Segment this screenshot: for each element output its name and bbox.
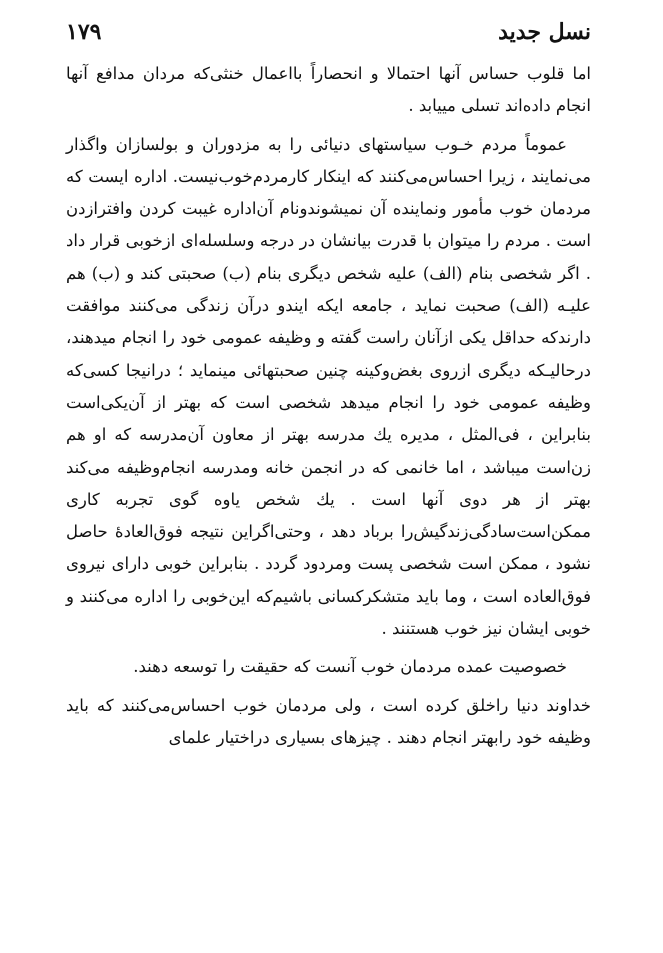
paragraph: عموماً مردم خـوب سیاستهای دنیائی را به مزدوران و بولسازان واگذار می‌نمایند ، زیرا احساس‌می‌کنند که اینکار کارمردم‌خوب‌نیست. اداره ایست که مردمان خوب مأمور ونماینده آن نمیشوندونام آن‌اداره غیبت کردن وافترازدن است . مردم را میتوان با قدرت بیانشان در درجه وسلسله‌ای ازخوبی قرار داد . اگر شخصی بنام (الف) علیه شخص دیگری بنام (ب) صحبتی کند و (ب) هم علیـه (الف) صحبت نماید ، جامعه ایکه ایندو درآن زندگی می‌کنند موافقت دارندکه حداقل یکی ازآنان راست گفته و وظیفه عمومی خود را انجام میدهند، درحالیـکه دیگری ازروی بغض‌وکینه چنین صحبتهائی مینماید ؛ درانیجا کسی‌که وظیفه عمومی خود را انجام میدهد شخصی است که بهتر از آن‌یکی‌است بنابراین ، فی‌المثل ، مدیره یك مدرسه بهتر از معاون آن‌مدرسه که او هم زن‌است میباشد ، اما خانمی که در انجمن خانه ومدرسه انجام‌وظیفه می‌کند بهتر از هر دوی آنها است . یك شخص یاوه گوی تجربه کاری ممکن‌است‌سادگی‌زندگیش‌را برباد دهد ، وحتی‌اگراین نتیجه فوق‌العادهٔ حاصل نشود ، ممکن است شخصی پست ومردود گردد . بنابراین خوبی دارای نیروی فوق‌العاده است ، وما باید متشکرکسانی باشیم‌که این‌خوبی را اداره می‌کنند و خوبی ایشان نیز خوب هستنند .	[66, 134, 591, 639]
page-header	[66, 14, 591, 50]
page-number: ۱۷۹	[66, 19, 102, 45]
body-text	[66, 58, 591, 760]
running-title: نسل جدید	[498, 19, 591, 45]
paragraph: خداوند دنیا راخلق کرده است ، ولی مردمان خوب احساس‌می‌کنند که باید وظیفه خود رابهتر انجام دهند . چیزهای بسیاری دراختیار علمای	[66, 695, 591, 747]
paragraph: خصوصیت عمده مردمان خوب آنست که حقیقت را توسعه دهند.	[133, 657, 567, 677]
paragraph: اما قلوب حساس آنها احتمالا و انحصاراً بااعمال خنثی‌که مردان مدافع آنها انجام داده‌اند تسلی مییابد .	[66, 64, 591, 116]
